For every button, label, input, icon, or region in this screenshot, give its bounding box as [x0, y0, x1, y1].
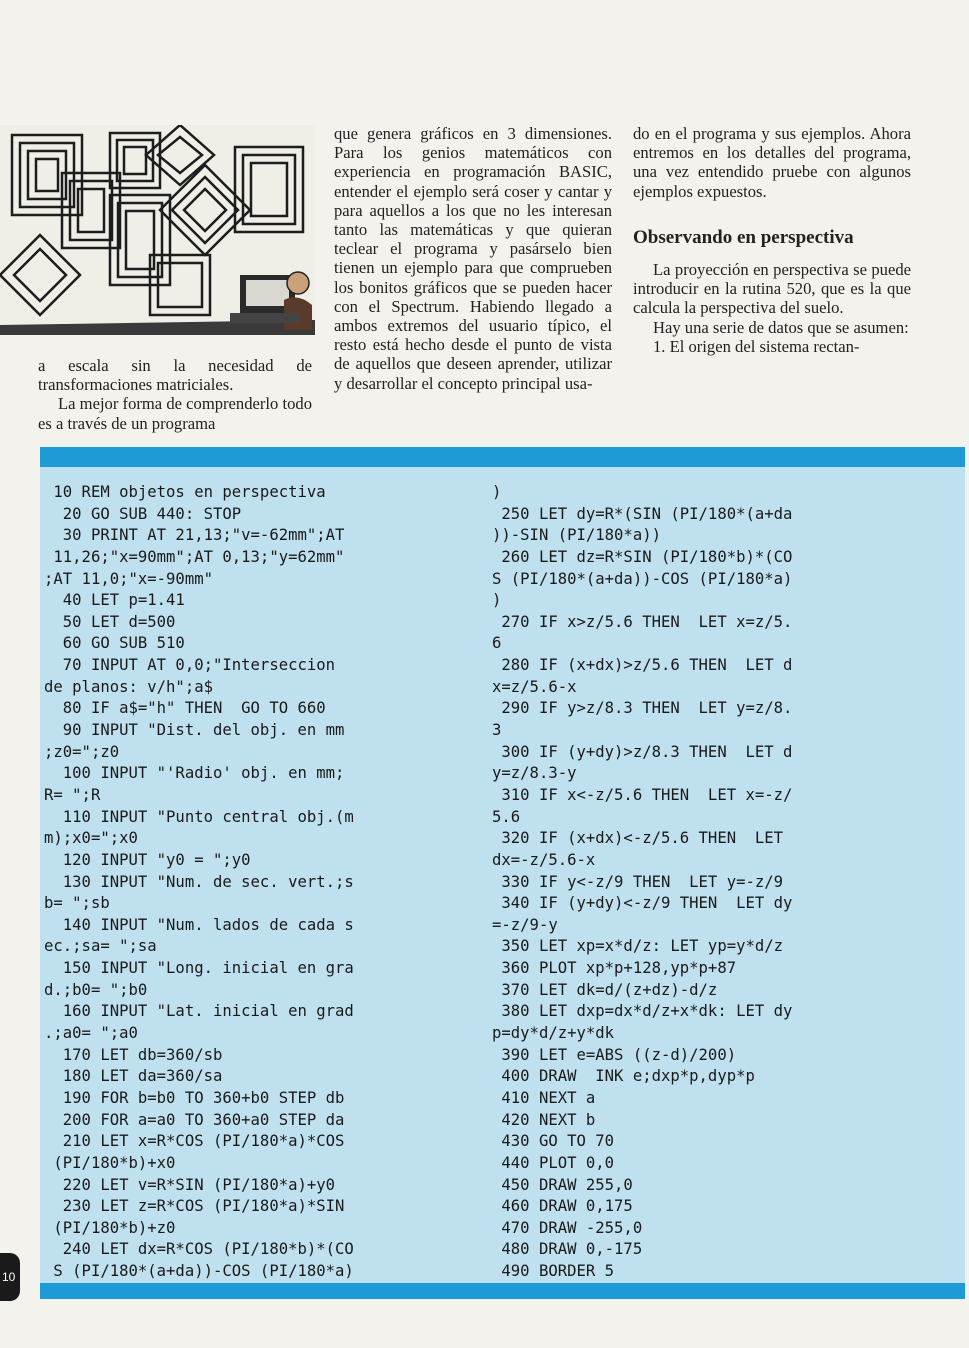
code-line: x=z/5.6-x: [492, 677, 577, 696]
code-line: 150 INPUT "Long. inicial en gra: [44, 959, 354, 978]
code-line: 390 LET e=ABS ((z-d)/200): [492, 1045, 737, 1064]
code-line: b= ";sb: [44, 894, 110, 913]
code-line: 100 INPUT "'Radio' obj. en mm;: [44, 764, 345, 783]
code-line: 350 LET xp=x*d/z: LET yp=y*d/z: [492, 937, 784, 956]
code-line: 20 GO SUB 440: STOP: [44, 504, 242, 523]
code-line: 290 IF y>z/8.3 THEN LET y=z/8.: [492, 699, 793, 718]
code-line: (PI/180*b)+z0: [44, 1218, 176, 1237]
code-line: 180 LET da=360/sa: [44, 1067, 223, 1086]
code-line: 410 NEXT a: [492, 1088, 596, 1107]
code-line: .;a0= ";a0: [44, 1024, 138, 1043]
code-line: 220 LET v=R*SIN (PI/180*a)+y0: [44, 1175, 336, 1194]
code-listing-right: [492, 482, 792, 1283]
paragraph: 1. El origen del sistema rectan-: [653, 336, 860, 356]
code-line: 60 GO SUB 510: [44, 634, 185, 653]
code-line: 6: [492, 634, 502, 653]
listing-top-bar: [40, 447, 965, 467]
code-line: 360 PLOT xp*p+128,yp*p+87: [492, 959, 737, 978]
code-line: 420 NEXT b: [492, 1110, 596, 1129]
code-line: 280 IF (x+dx)>z/5.6 THEN LET d: [492, 656, 793, 675]
paragraph: a escala sin la necesidad de transformaciones matriciales.: [38, 356, 312, 395]
code-line: 480 DRAW 0,-175: [492, 1240, 643, 1259]
code-line: 400 DRAW INK e;dxp*p,dyp*p: [492, 1067, 755, 1086]
article-column-1: [38, 356, 312, 433]
code-line: ): [492, 483, 502, 501]
page-number: 10: [0, 1253, 20, 1301]
code-line: 460 DRAW 0,175: [492, 1197, 633, 1216]
paragraph: do en el programa y sus ejemplos. Ahora entremos en los detalles del programa, una vez entendido pruebe con algunos ejemplos expuestos.: [633, 124, 911, 201]
code-line: 200 FOR a=a0 TO 360+a0 STEP da: [44, 1110, 345, 1129]
code-line: 40 LET p=1.41: [44, 591, 185, 610]
listing-bottom-bar: [40, 1283, 965, 1299]
code-line: m);x0=";x0: [44, 829, 138, 848]
code-line: 140 INPUT "Num. lados de cada s: [44, 915, 354, 934]
code-line: R= ";R: [44, 785, 101, 804]
code-line: 3: [492, 721, 502, 740]
code-line: 190 FOR b=b0 TO 360+b0 STEP db: [44, 1088, 345, 1107]
code-line: ;z0=";z0: [44, 742, 120, 761]
code-line: 470 DRAW -255,0: [492, 1218, 643, 1237]
code-line: ))-SIN (PI/180*a)): [492, 526, 661, 545]
code-line: 300 IF (y+dy)>z/8.3 THEN LET d: [492, 742, 793, 761]
code-line: 30 PRINT AT 21,13;"v=-62mm";AT: [44, 526, 345, 545]
code-line: =-z/9-y: [492, 915, 558, 934]
code-line: 210 LET x=R*COS (PI/180*a)*COS: [44, 1132, 345, 1151]
code-line: 170 LET db=360/sb: [44, 1045, 223, 1064]
code-line: ): [492, 591, 502, 610]
code-line: 340 IF (y+dy)<-z/9 THEN LET dy: [492, 894, 793, 913]
code-line: 50 LET d=500: [44, 612, 176, 631]
paragraph: La mejor forma de comprenderlo todo es a través de un programa: [38, 394, 312, 433]
code-line: y=z/8.3-y: [492, 764, 577, 783]
code-listing-left: [44, 482, 354, 1283]
code-line: 120 INPUT "y0 = ";y0: [44, 850, 251, 869]
code-line: 70 INPUT AT 0,0;"Interseccion: [44, 656, 336, 675]
section-heading: Observando en perspectiva: [633, 226, 854, 248]
paragraph: La proyección en perspectiva se puede introducir en la rutina 520, que es la que calcula la perspectiva del suelo.: [633, 260, 911, 318]
code-line: ;AT 11,0;"x=-90mm": [44, 569, 213, 588]
code-line: 330 IF y<-z/9 THEN LET y=-z/9: [492, 872, 784, 891]
code-line: 110 INPUT "Punto central obj.(m: [44, 807, 354, 826]
code-line: ec.;sa= ";sa: [44, 937, 157, 956]
code-line: 320 IF (x+dx)<-z/5.6 THEN LET: [492, 829, 784, 848]
code-line: 11,26;"x=90mm";AT 0,13;"y=62mm": [44, 547, 345, 566]
code-line: 230 LET z=R*COS (PI/180*a)*SIN: [44, 1197, 345, 1216]
code-line: S (PI/180*(a+da))-COS (PI/180*a): [492, 569, 793, 588]
code-line: 10 REM objetos en perspectiva: [44, 483, 326, 501]
code-line: p=dy*d/z+y*dk: [492, 1024, 615, 1043]
code-line: de planos: v/h";a$: [44, 677, 213, 696]
code-line: S (PI/180*(a+da))-COS (PI/180*a): [44, 1262, 354, 1281]
code-line: 260 LET dz=R*SIN (PI/180*b)*(CO: [492, 547, 793, 566]
code-line: 270 IF x>z/5.6 THEN LET x=z/5.: [492, 612, 793, 631]
code-line: 490 BORDER 5: [492, 1262, 615, 1281]
code-line: 450 DRAW 255,0: [492, 1175, 633, 1194]
code-line: 310 IF x<-z/5.6 THEN LET x=-z/: [492, 785, 793, 804]
article-column-3: [633, 124, 911, 356]
code-line: d.;b0= ";b0: [44, 980, 148, 999]
code-line: 370 LET dk=d/(z+dz)-d/z: [492, 980, 718, 999]
paragraph: Hay una serie de datos que se asumen:: [653, 317, 909, 337]
code-line: 80 IF a$="h" THEN GO TO 660: [44, 699, 326, 718]
article-column-2: [334, 124, 612, 393]
code-line: 160 INPUT "Lat. inicial en grad: [44, 1002, 354, 1021]
code-line: 440 PLOT 0,0: [492, 1153, 615, 1172]
code-line: dx=-z/5.6-x: [492, 850, 596, 869]
code-line: 130 INPUT "Num. de sec. vert.;s: [44, 872, 354, 891]
code-line: 5.6: [492, 807, 521, 826]
paragraph: que genera gráficos en 3 dimensiones. Para los genios matemáticos con experiencia en programación BASIC, entender el ejemplo será coser y cantar y para aquellos a los que no les interesan tanto las matemáticas y que quieran teclear el programa y pasárselo bien tienen un ejemplo para que comprueben los bonitos gráficos que se pueden hacer con el Spectrum. Habiendo llegado a ambos extremos del usuario típico, el resto está hecho desde el punto de vista de aquellos que deseen aprender, utilizar y desarrollar el concepto principal usa-: [334, 124, 612, 393]
code-line: (PI/180*b)+x0: [44, 1153, 176, 1172]
code-line: 250 LET dy=R*(SIN (PI/180*(a+da: [492, 504, 793, 523]
code-line: 430 GO TO 70: [492, 1132, 615, 1151]
code-line: 240 LET dx=R*COS (PI/180*b)*(CO: [44, 1240, 354, 1259]
code-line: 380 LET dxp=dx*d/z+x*dk: LET dy: [492, 1002, 793, 1021]
article-illustration: [0, 125, 315, 335]
code-line: 90 INPUT "Dist. del obj. en mm: [44, 721, 345, 740]
